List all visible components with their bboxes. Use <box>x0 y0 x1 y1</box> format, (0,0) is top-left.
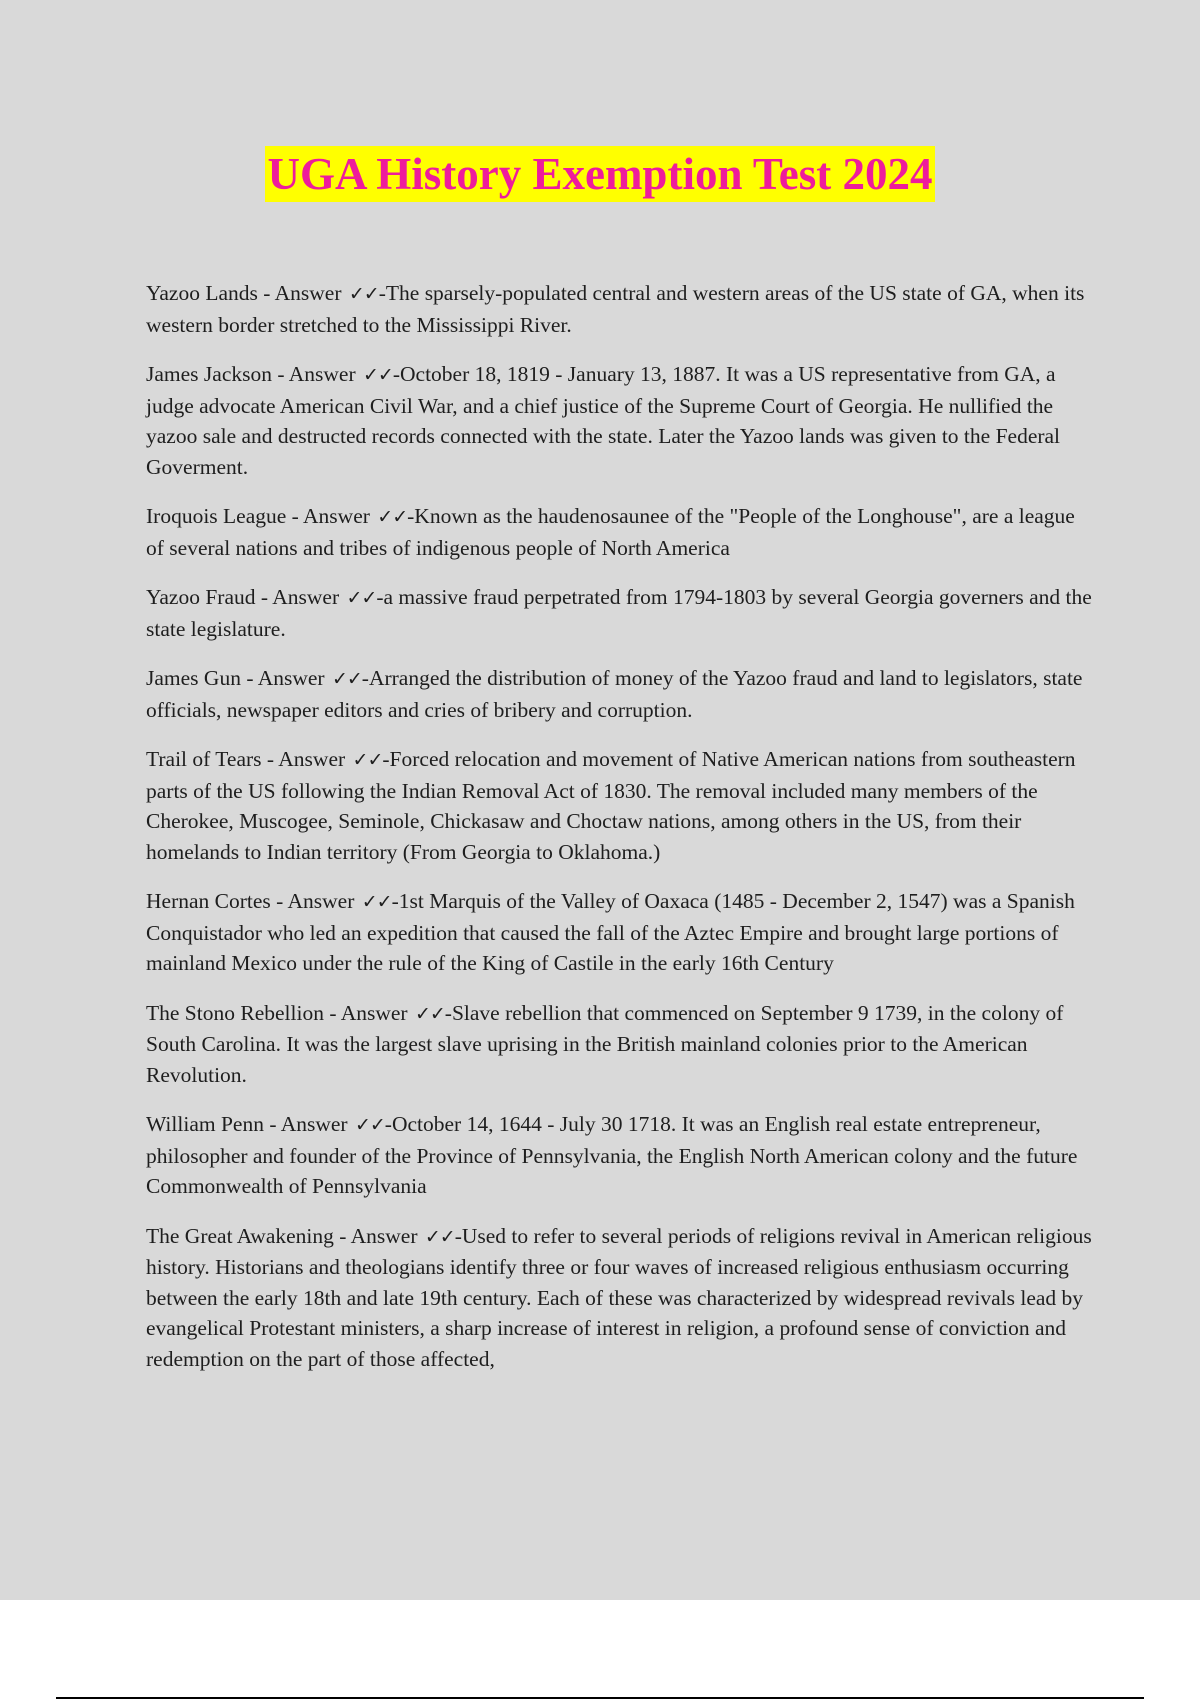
title-container <box>0 146 1200 202</box>
answer-label: Answer <box>274 281 342 305</box>
term-label: Hernan Cortes <box>146 889 271 913</box>
page-title: UGA History Exemption Test 2024 <box>265 146 934 202</box>
double-check-icon: ✓✓ <box>348 283 379 305</box>
list-item: Iroquois League - Answer ✓✓-Known as the haudenosaunee of the "People of the Longhouse", are a league of several nations and tribes of indigenous people of North America <box>146 504 1075 560</box>
double-check-icon: ✓✓ <box>362 364 393 386</box>
term-label: The Great Awakening <box>146 1223 334 1248</box>
answer-text: 1st Marquis of the Valley of Oaxaca (1485 - December 2, 1547) was a Spanish Conquistador who led an expedition that caused the fall of the Aztec Empire and brought large portions of mainland Mexico under the rule of the King of Castile in the early 16th Century <box>146 889 1075 975</box>
answer-text: Arranged the distribution of money of the Yazoo fraud and land to legislators, state officials, newspaper editors and cries of bribery and corruption. <box>146 666 1083 722</box>
answer-label: Answer <box>280 1112 348 1136</box>
double-check-icon: ✓✓ <box>377 506 408 528</box>
answer-text: Slave rebellion that commenced on September 9 1739, in the colony of South Carolina. It was the largest slave uprising in the British mainland colonies prior to the American Revolution. <box>146 1000 1064 1087</box>
answer-text: a massive fraud perpetrated from 1794-1803 by several Georgia governers and the state legislature. <box>146 585 1092 641</box>
term-label: Yazoo Fraud <box>146 585 256 609</box>
list-item: Yazoo Lands - Answer ✓✓-The sparsely-populated central and western areas of the US state of GA, when its western border stretched to the Mississippi River. <box>146 281 1085 337</box>
answer-text: October 18, 1819 - January 13, 1887. It was a US representative from GA, a judge advocate American Civil War, and a chief justice of the Supreme Court of Georgia. He nullified the yazoo sale and destructed records connected with the state. Later the Yazoo lands was given to the Federal Goverment. <box>146 362 1061 479</box>
list-item: Yazoo Fraud - Answer ✓✓-a massive fraud perpetrated from 1794-1803 by several Georgia governers and the state legislature. <box>146 585 1092 641</box>
list-item: William Penn - Answer ✓✓-October 14, 1644 - July 30 1718. It was an English real estate entrepreneur, philosopher and founder of the Province of Pennsylvania, the English North American colony and the future Commonwealth of Pennsylvania <box>146 1112 1078 1198</box>
list-item: James Jackson - Answer ✓✓-October 18, 1819 - January 13, 1887. It was a US representative from GA, a judge advocate American Civil War, and a chief justice of the Supreme Court of Georgia. He nullified the yazoo sale and destructed records connected with the state. Later the Yazoo lands was given to the Federal Goverment. <box>146 362 1061 479</box>
answer-label: Answer <box>340 1000 408 1025</box>
double-check-icon: ✓✓ <box>414 1002 445 1025</box>
list-item: James Gun - Answer ✓✓-Arranged the distribution of money of the Yazoo fraud and land to legislators, state officials, newspaper editors and cries of bribery and corruption. <box>146 666 1083 722</box>
list-item: Hernan Cortes - Answer ✓✓-1st Marquis of the Valley of Oaxaca (1485 - December 2, 1547) was a Spanish Conquistador who led an expedition that caused the fall of the Aztec Empire and brought large portions of mainland Mexico under the rule of the King of Castile in the early 16th Century <box>146 889 1075 975</box>
double-check-icon: ✓✓ <box>346 587 377 609</box>
term-label: William Penn <box>146 1112 264 1136</box>
answer-text: October 14, 1644 - July 30 1718. It was an English real estate entrepreneur, philosopher and founder of the Province of Pennsylvania, the English North American colony and the future Commonwealth of Pennsylvania <box>146 1112 1078 1198</box>
list-item: The Great Awakening - Answer ✓✓-Used to refer to several periods of religions revival in American religious history. Historians and theologians identify three or four waves of increased religious enthusiasm occurring between the early 18th and late 19th century. Each of these was characterized by widespread revivals lead by evangelical Protestant ministers, a sharp increase of interest in religion, a profound sense of conviction and redemption on the part of those affected, <box>146 1223 1092 1371</box>
answer-label: Answer <box>257 666 325 690</box>
double-check-icon: ✓✓ <box>424 1225 455 1248</box>
answer-text: Known as the haudenosaunee of the "People of the Longhouse", are a league of several nations and tribes of indigenous people of North America <box>146 504 1075 560</box>
list-item: Trail of Tears - Answer ✓✓-Forced relocation and movement of Native American nations from southeastern parts of the US following the Indian Removal Act of 1830. The removal included many members of the Cherokee, Muscogee, Seminole, Chickasaw and Choctaw nations, among others in the US, from their homelands to Indian territory (From Georgia to Oklahoma.) <box>146 747 1076 864</box>
answer-label: Answer <box>288 362 356 386</box>
answer-text: Used to refer to several periods of religions revival in American religious history. Historians and theologians identify three or four waves of increased religious enthusiasm occurring between the early 18th and late 19th century. Each of these was characterized by widespread revivals lead by evangelical Protestant ministers, a sharp increase of interest in religion, a profound sense of conviction and redemption on the part of those affected, <box>146 1223 1092 1371</box>
answer-label: Answer <box>272 585 340 609</box>
term-label: James Gun <box>146 666 241 690</box>
double-check-icon: ✓✓ <box>352 749 383 771</box>
term-label: James Jackson <box>146 362 272 386</box>
double-check-icon: ✓✓ <box>354 1114 385 1136</box>
list-item: The Stono Rebellion - Answer ✓✓-Slave rebellion that commenced on September 9 1739, in the colony of South Carolina. It was the largest slave uprising in the British mainland colonies prior to the American Revolution. <box>146 1000 1064 1087</box>
answer-label: Answer <box>278 747 346 771</box>
term-label: Yazoo Lands <box>146 281 258 305</box>
term-label: Iroquois League <box>146 504 287 528</box>
qa-list <box>146 278 1096 1393</box>
double-check-icon: ✓✓ <box>361 891 392 913</box>
answer-label: Answer <box>350 1223 418 1248</box>
answer-label: Answer <box>287 889 355 913</box>
double-check-icon: ✓✓ <box>331 668 362 690</box>
term-label: The Stono Rebellion <box>146 1000 324 1025</box>
answer-text: The sparsely-populated central and western areas of the US state of GA, when its western border stretched to the Mississippi River. <box>146 281 1085 337</box>
footer-divider <box>56 1697 1144 1699</box>
term-label: Trail of Tears <box>146 747 262 771</box>
answer-label: Answer <box>303 504 370 528</box>
answer-text: Forced relocation and movement of Native American nations from southeastern parts of the US following the Indian Removal Act of 1830. The removal included many members of the Cherokee, Muscogee, Seminole, Chickasaw and Choctaw nations, among others in the US, from their homelands to Indian territory (From Georgia to Oklahoma.) <box>146 747 1076 864</box>
